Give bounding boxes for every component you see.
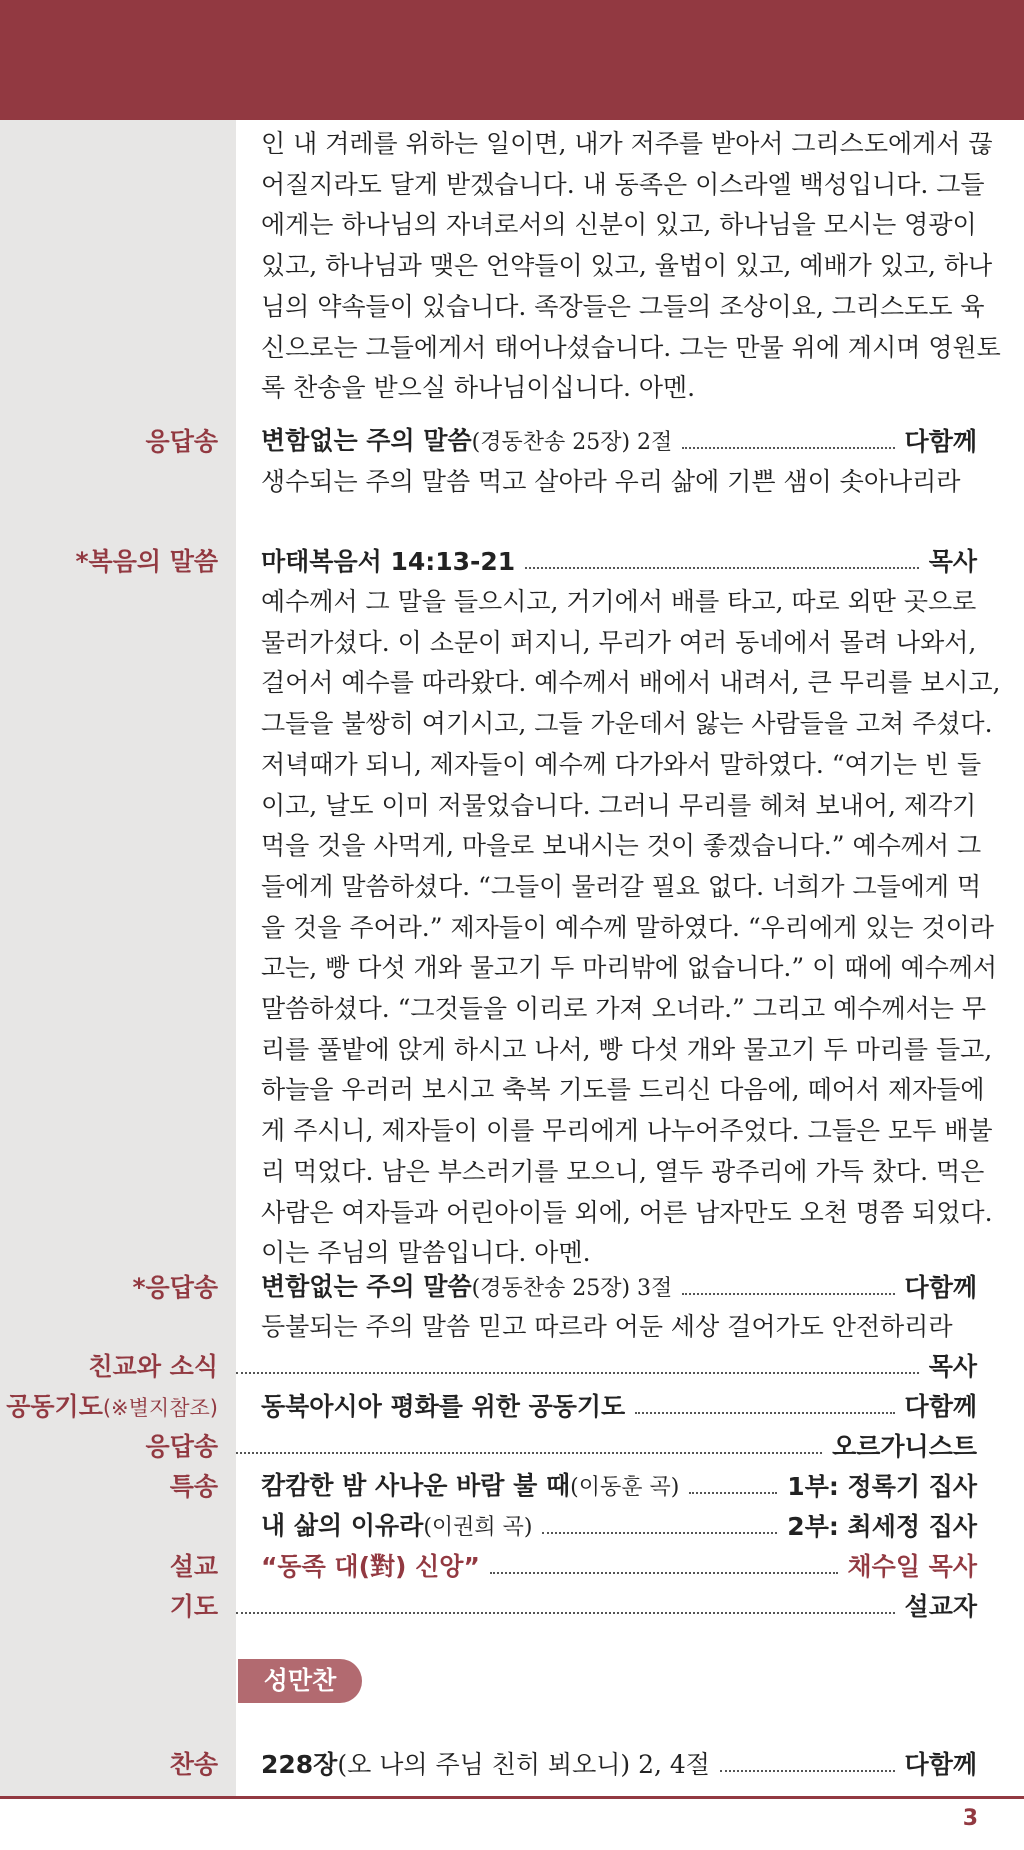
special-song-1-title: 캄캄한 밤 사나운 바람 불 때 [261, 1471, 571, 1500]
hymn-row [261, 1745, 977, 1785]
special-song-2-title: 내 삶의 이유라 [261, 1511, 424, 1540]
prayer-row [236, 1587, 977, 1627]
label-gospel: *복음의 말씀 [75, 547, 218, 576]
text-line: 에게는 하나님의 자녀로서의 신분이 있고, 하나님을 모시는 영광이 [261, 210, 977, 240]
text-line: 걸어서 예수를 따라왔다. 예수께서 배에서 내려서, 큰 무리를 보시고, [261, 668, 1001, 698]
text-line: 게 주시니, 제자들이 이를 무리에게 나누어주었다. 그들은 모두 배불 [261, 1116, 993, 1146]
footer-rule [0, 1796, 1024, 1799]
label-fellowship: 친교와 소식 [88, 1352, 218, 1381]
leader-dots [236, 1612, 895, 1614]
communion-section-badge: 성만찬 [238, 1659, 362, 1703]
text-line: 고는, 빵 다섯 개와 물고기 두 마리밖에 없습니다.” 이 때에 예수께서 [261, 953, 998, 983]
gospel-text [261, 582, 1001, 1274]
response-song-2-row [261, 1268, 977, 1308]
scripture-continuation [261, 124, 1001, 409]
leader-dots [682, 1293, 894, 1295]
leader-dots [689, 1492, 777, 1494]
response-song-performer: 다함께 [904, 427, 977, 456]
text-line: 이는 주님의 말씀입니다. 아멘. [261, 1238, 591, 1268]
text-line: 저녁때가 되니, 제자들이 예수께 다가와서 말하였다. “여기는 빈 들 [261, 749, 982, 779]
common-prayer-row [261, 1387, 977, 1427]
leader-dots [490, 1572, 838, 1574]
common-prayer-title: 동북아시아 평화를 위한 공동기도 [261, 1392, 626, 1421]
sermon-title: “동족 대(對) 신앙” [261, 1552, 480, 1581]
text-line: 이고, 날도 이미 저물었습니다. 그러니 무리를 헤쳐 보내어, 제각기 [261, 790, 977, 820]
leader-dots [236, 1452, 822, 1454]
text-line: 을 것을 주어라.” 제자들이 예수께 말하였다. “우리에게 있는 것이라 [261, 912, 994, 942]
text-line: 말씀하셨다. “그것들을 이리로 가져 오너라.” 그리고 예수께서는 무 [261, 994, 986, 1024]
header-band [0, 0, 1024, 120]
label-sermon: 설교 [169, 1552, 218, 1581]
text-line: 신으로는 그들에게서 태어나셨습니다. 그는 만물 위에 계시며 영원토 [261, 332, 1001, 362]
fellowship-row [236, 1347, 977, 1387]
label-prayer: 기도 [169, 1592, 218, 1621]
text-line: 예수께서 그 말을 들으시고, 거기에서 배를 타고, 따로 외딴 곳으로 [261, 587, 977, 616]
hymn-title: (오 나의 주님 친히 뵈오니) 2, 4절 [337, 1750, 710, 1779]
response-song-3-row [236, 1427, 977, 1467]
special-song-2-performer: 2부: 최세정 집사 [787, 1512, 977, 1541]
response-song-lyric: 생수되는 주의 말씀 먹고 살아라 우리 삶에 기쁜 샘이 솟아나리라 [261, 467, 961, 496]
response-song-ref: (경동찬송 25장) 2절 [471, 430, 673, 455]
leader-dots [542, 1532, 777, 1534]
special-song-2-composer: (이권희 곡) [423, 1515, 533, 1540]
response-song-2-title: 변함없는 주의 말씀 [261, 1272, 472, 1301]
response-song-3-performer: 오르가니스트 [832, 1432, 977, 1461]
text-line: 먹을 것을 사먹게, 마을로 보내시는 것이 좋겠습니다.” 예수께서 그 [261, 831, 982, 861]
page-number: 3 [962, 1806, 978, 1831]
leader-dots [236, 1372, 919, 1374]
label-common-prayer: 공동기도(※별지참조) [6, 1392, 218, 1421]
response-song-2-performer: 다함께 [904, 1273, 977, 1302]
text-line: 어질지라도 달게 받겠습니다. 내 동족은 이스라엘 백성입니다. 그들 [261, 169, 985, 199]
text-line: 사람은 여자들과 어린아이들 외에, 어른 남자만도 오천 명쯤 되었다. [261, 1197, 993, 1227]
text-line: 록 찬송을 받으실 하나님이십니다. 아멘. [261, 373, 696, 403]
sermon-row [261, 1547, 977, 1587]
leader-dots [682, 447, 894, 449]
prayer-leader: 설교자 [904, 1592, 977, 1621]
text-line: 들에게 말씀하셨다. “그들이 물러갈 필요 없다. 너희가 그들에게 먹 [261, 871, 982, 901]
special-song-row-2 [261, 1507, 977, 1547]
gospel-title: 마태복음서 14:13-21 [261, 547, 516, 576]
text-line: 물러가셨다. 이 소문이 퍼지니, 무리가 여러 동네에서 몰려 나와서, [261, 627, 977, 657]
hymn-performer: 다함께 [904, 1750, 977, 1779]
common-prayer-note: (※별지참조) [102, 1396, 218, 1420]
label-response-song-3: 응답송 [145, 1432, 218, 1461]
response-song-2-ref: (경동찬송 25장) 3절 [471, 1276, 673, 1301]
text-line: 그들을 불쌍히 여기시고, 그들 가운데서 앓는 사람들을 고쳐 주셨다. [261, 709, 993, 739]
text-line: 리 먹었다. 남은 부스러기를 모으니, 열두 광주리에 가득 찼다. 먹은 [261, 1156, 985, 1186]
response-song-row [261, 422, 977, 462]
common-prayer-leader: 다함께 [904, 1392, 977, 1421]
fellowship-leader: 목사 [928, 1352, 977, 1381]
special-song-row-1 [261, 1467, 977, 1507]
label-response-song: 응답송 [145, 427, 218, 456]
text-line: 님의 약속들이 있습니다. 족장들은 그들의 조상이요, 그리스도도 육 [261, 291, 985, 321]
special-song-1-composer: (이동훈 곡) [570, 1475, 680, 1500]
text-line: 리를 풀밭에 앉게 하시고 나서, 빵 다섯 개와 물고기 두 마리를 들고, [261, 1034, 993, 1064]
label-column [0, 120, 236, 1796]
special-song-1-performer: 1부: 정록기 집사 [787, 1472, 977, 1501]
label-response-song-2: *응답송 [132, 1273, 218, 1302]
leader-dots [635, 1412, 894, 1414]
response-song-title: 변함없는 주의 말씀 [261, 426, 472, 455]
leader-dots [720, 1770, 895, 1772]
label-special-song: 특송 [169, 1472, 218, 1501]
leader-dots [525, 567, 918, 569]
text-line: 있고, 하나님과 맺은 언약들이 있고, 율법이 있고, 예배가 있고, 하나 [261, 251, 993, 281]
gospel-row [261, 542, 977, 582]
gospel-reader: 목사 [928, 547, 977, 576]
text-line: 하늘을 우러러 보시고 축복 기도를 드리신 다음에, 떼어서 제자들에 [261, 1075, 985, 1105]
response-song-2-lyric: 등불되는 주의 말씀 믿고 따르라 어둔 세상 걸어가도 안전하리라 [261, 1312, 953, 1341]
sermon-preacher: 채수일 목사 [847, 1552, 977, 1581]
hymn-number: 228장 [261, 1750, 338, 1779]
text-line: 인 내 겨레를 위하는 일이면, 내가 저주를 받아서 그리스도에게서 끊 [261, 129, 993, 158]
label-hymn: 찬송 [169, 1750, 218, 1779]
